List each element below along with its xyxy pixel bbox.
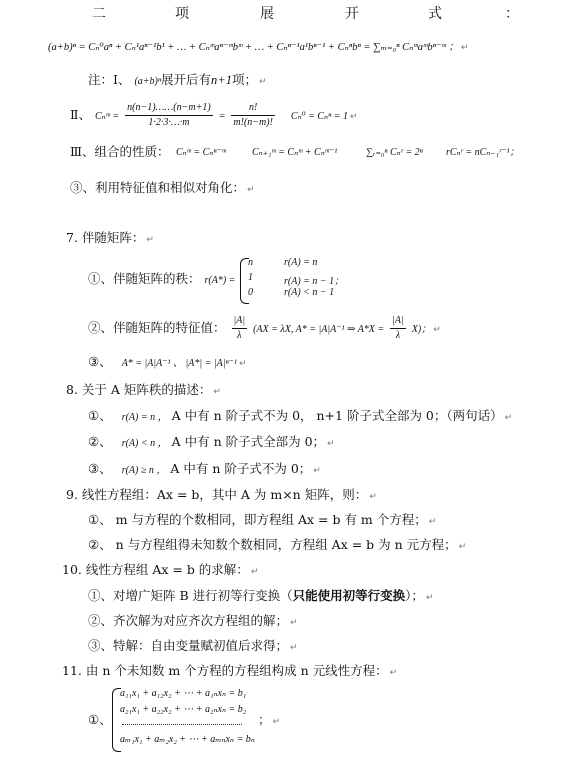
- paragraph-mark-icon: ↵: [313, 466, 321, 476]
- paragraph-mark-icon: ↵: [389, 668, 398, 678]
- case-value: 0: [248, 287, 253, 298]
- equation-row: a₁₁x₁ + a₁₂x₂ + ⋯ + a₁ₙxₙ = b₁: [120, 688, 247, 699]
- fraction: $\frac{|A|}{\lambda}$: [392, 315, 404, 341]
- section-11-heading: 11. 由 n 个未知数 m 个方程的方程组构成 n 元线性方程： ↵: [62, 663, 398, 678]
- paragraph-mark-icon: ↵: [146, 235, 154, 245]
- combination-property-1: Cₙᵐ = Cₙⁿ⁻ᵐ: [176, 147, 226, 158]
- note-3: Ⅲ、组合的性质：: [70, 144, 170, 159]
- cases-brace: [240, 258, 380, 302]
- paragraph-mark-icon: ↵: [238, 359, 247, 369]
- paragraph-mark-icon: ↵: [350, 112, 358, 122]
- paragraph-mark-icon: ↵: [290, 643, 298, 653]
- fraction: $\frac{n!}{m!(n-m)!}$: [233, 102, 273, 128]
- equation-system-label: ①、: [88, 712, 112, 727]
- title-char: 展: [260, 6, 274, 22]
- title-char: 项: [175, 6, 189, 22]
- section-10-heading: 10. 线性方程组 Ax = b 的求解： ↵: [62, 562, 259, 577]
- paragraph-mark-icon: ↵: [433, 325, 441, 335]
- section-9-heading: 9. 线性方程组：Ax = b，其中 A 为 m×n 矩阵，则： ↵: [66, 487, 377, 502]
- equation-row: a₂₁x₁ + a₂₂x₂ + ⋯ + a₂ₙxₙ = b₂: [120, 704, 247, 715]
- rank-item: ②、 r(A) < n ， A 中有 n 阶子式全部为 0； ↵: [88, 434, 335, 449]
- paragraph-mark-icon: ↵: [428, 517, 437, 527]
- section-7-heading: 7. 伴随矩阵： ↵: [66, 230, 154, 245]
- rank-item: ①、 r(A) = n ， A 中有 n 阶子式不为 0， n+1 阶子式全部为 0；（两句话） ↵: [88, 408, 513, 423]
- paragraph-mark-icon: ↵: [369, 492, 377, 502]
- equation-system-brace: [112, 688, 255, 750]
- paragraph-mark-icon: ↵: [327, 439, 335, 449]
- paragraph-mark-icon: ↵: [461, 43, 469, 53]
- title-char: 式: [428, 6, 442, 22]
- adjoint-rank-label: ①、伴随矩阵的秩： r(A*) =: [88, 271, 236, 286]
- linear-system-item: ①、 m 与方程的个数相同，即方程组 Ax = b 有 m 个方程； ↵: [88, 512, 437, 527]
- paragraph-mark-icon: ↵: [247, 185, 255, 195]
- note-1: 注：Ⅰ、 (a+b)ⁿ展开后有n+1项； ↵: [88, 72, 267, 87]
- paragraph-mark-icon: ↵: [272, 717, 281, 727]
- case-condition: r(A) < n − 1: [284, 287, 335, 298]
- paragraph-mark-icon: ↵: [504, 413, 513, 423]
- combination-property-3: ∑ᵣ₌₀ⁿ Cₙʳ = 2ⁿ: [366, 147, 423, 158]
- adjoint-identity: ③、 A* = |A|A⁻¹ 、 |A*| = |A|ⁿ⁻¹ ↵: [88, 354, 247, 369]
- fraction: $\frac{|A|}{\lambda}$: [233, 315, 246, 341]
- title-char: 开: [345, 6, 359, 22]
- case-value: n: [248, 257, 253, 268]
- combination-property-4: rCₙʳ = nCₙ₋₁ʳ⁻¹；: [446, 147, 520, 158]
- section-8-heading: 8. 关于 A 矩阵秩的描述： ↵: [66, 382, 221, 397]
- solve-step: ②、齐次解为对应齐次方程组的解； ↵: [88, 613, 298, 628]
- paragraph-mark-icon: ↵: [213, 387, 221, 397]
- rank-item: ③、 r(A) ≥ n ， A 中有 n 阶子式不为 0； ↵: [88, 461, 321, 476]
- equation-row: aₘ₁x₁ + aₘ₂x₂ + ⋯ + aₘₙxₙ = bₙ: [120, 734, 255, 745]
- paragraph-mark-icon: ↵: [425, 593, 434, 603]
- fraction: $\frac{n(n-1)\dots\dots(n-m+1)}{1\cdot 2\cdot 3\cdot\dots\cdot m}$: [127, 102, 211, 128]
- note-2: Ⅱ、 Cₙᵐ = $\frac{n(n-1)\dots\dots(n-m+1)}{1\cdot 2\cdot 3\cdot\dots\cdot m}$ = $\frac{n!}{m!(n-m)!}$ Cₙ⁰ = Cₙⁿ = 1 ↵: [70, 102, 358, 128]
- equation-system-tail: ； ↵: [258, 712, 281, 727]
- ellipsis-row: [122, 724, 242, 725]
- paragraph-mark-icon: ↵: [458, 542, 467, 552]
- note-4: ③、利用特征值和相似对角化： ↵: [70, 180, 255, 195]
- case-condition: r(A) = n − 1；: [284, 276, 345, 287]
- title-char: 二: [92, 6, 106, 22]
- case-condition: r(A) = n: [284, 257, 318, 268]
- title-char: ：: [505, 6, 519, 22]
- combination-property-2: Cₙ₊₁ᵐ = Cₙᵐ + Cₙᵐ⁻¹: [252, 147, 338, 158]
- solve-step: ③、特解：自由变量赋初值后求得； ↵: [88, 638, 298, 653]
- paragraph-mark-icon: ↵: [250, 567, 259, 577]
- linear-system-item: ②、 n 与方程组得未知数个数相同，方程组 Ax = b 为 n 元方程； ↵: [88, 537, 467, 552]
- case-value: 1: [248, 272, 253, 283]
- adjoint-eigen: ②、伴随矩阵的特征值： $\frac{|A|}{\lambda}$ (AX = λX, A* = |A|A⁻¹ ⇒ A*X = $\frac{|A|}{\lambda}$ X)； ↵: [88, 315, 441, 341]
- paragraph-mark-icon: ↵: [290, 618, 298, 628]
- paragraph-mark-icon: ↵: [258, 77, 267, 87]
- binomial-formula: (a+b)ⁿ = Cₙ⁰aⁿ + Cₙ¹aⁿ⁻¹b¹ + … + Cₙᵐaⁿ⁻ᵐbᵐ + … + Cₙⁿ⁻¹a¹bⁿ⁻¹ + Cₙⁿbⁿ = ∑ₘ₌₀ⁿ Cₙᵐaᵐbⁿ⁻ᵐ ； ↵: [48, 42, 469, 53]
- solve-step: ①、对增广矩阵 B 进行初等行变换（只能使用初等行变换）； ↵: [88, 588, 434, 603]
